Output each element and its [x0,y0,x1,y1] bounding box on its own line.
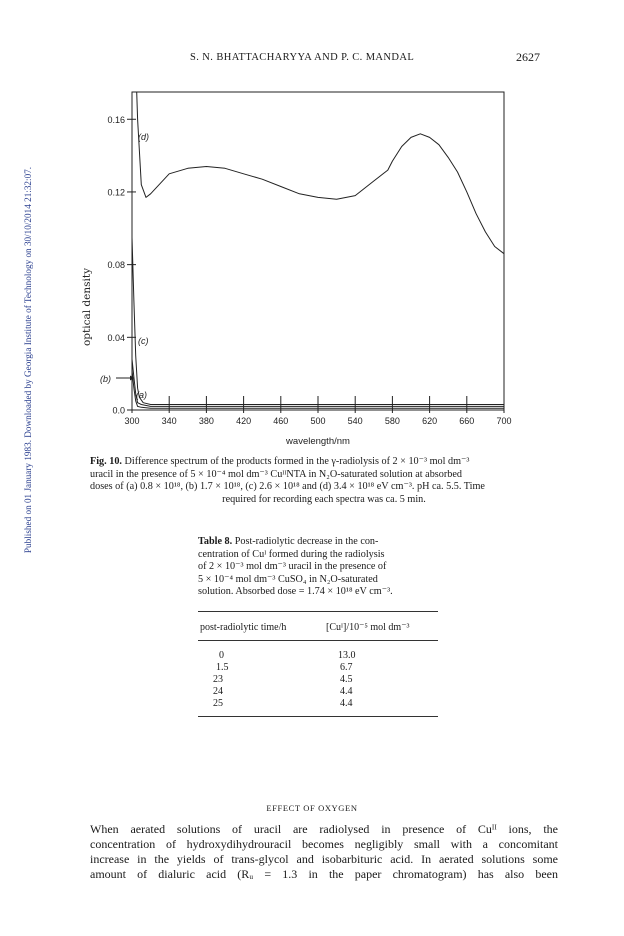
table-top-rule [198,611,438,612]
table-title-line: Post-radiolytic decrease in the con- [234,536,379,547]
x-tick-label: 340 [161,416,177,426]
body-line: amount of dialuric acid (Rᵤ = 1.3 in the paper chromatogram) has also been [90,867,558,881]
x-tick-label: 380 [198,416,214,426]
plot-frame [132,92,504,410]
curve-label-c: (c) [138,336,149,346]
y-tick-label: 0.08 [107,260,125,271]
table-bottom-rule [198,716,438,717]
x-tick-label: 500 [310,416,326,426]
x-tick-label: 660 [459,416,475,426]
curve-label-b: (b) [100,374,111,384]
curve-label-d: (d) [138,132,149,142]
caption-line-4: required for recording each spectra was ca. 5 min. [222,493,426,505]
y-tick-label: 0.04 [107,332,125,343]
spectrum-curves [132,92,504,408]
table-title-line: of 2 × 10⁻³ mol dm⁻³ uracil in the presence of [198,561,387,572]
plot-border [132,92,504,410]
section-heading: EFFECT OF OXYGEN [266,803,358,813]
curve-label-a: (a) [136,390,147,400]
y-tick-label: 0.16 [107,114,125,125]
table-label: Table 8. [198,536,233,547]
series-line-c [132,237,504,404]
x-axis-ticks [124,396,511,426]
table-cell-time: 24 [213,686,223,697]
table-cell-time: 1.5 [216,662,229,673]
x-tick-label: 420 [236,416,252,426]
table-cell-concentration: 4.5 [340,674,353,685]
table-cell-time: 25 [213,698,223,709]
body-paragraph [90,822,558,882]
x-tick-label: 460 [273,416,289,426]
table-title-line: centration of Cuᴵ formed during the radiolysis [198,548,385,560]
caption-line-3: doses of (a) 0.8 × 10¹⁸, (b) 1.7 × 10¹⁸, (c) 2.6 × 10¹⁸ and (d) 3.4 × 10¹⁸ eV cm⁻³. pH ca. 5.5. Time [90,481,485,492]
x-axis-label: wavelength/nm [286,436,350,447]
caption-line-2: uracil in the presence of 5 × 10⁻⁴ mol dm⁻³ CuᴵᴵNTA in N₂O-saturated solution at absorbed [90,468,462,480]
table-header-rule [198,640,438,641]
table-title-line: solution. Absorbed dose = 1.74 × 10¹⁸ eV cm⁻³. [198,586,393,597]
figure-caption [90,456,558,506]
table-cell-concentration: 4.4 [340,686,353,697]
figure-label: Fig. 10. [90,456,122,467]
table-cell-time: 23 [213,674,223,685]
running-header-authors: S. N. BHATTACHARYYA AND P. C. MANDAL [190,52,415,63]
x-tick-label: 300 [124,416,140,426]
table-title-line: 5 × 10⁻⁴ mol dm⁻³ CuSO₄ in N₂O-saturated [198,573,378,585]
body-line: When aerated solutions of uracil are radiolysed in presence of Cuᴵᴵ ions, the [90,822,558,836]
x-tick-label: 700 [496,416,512,426]
figure-10-chart [70,82,520,452]
table-header-concentration: [Cuᴵ]/10⁻⁵ mol dm⁻³ [326,622,410,633]
download-watermark [9,130,33,590]
table-cell-time: 0 [219,650,224,661]
table-cell-concentration: 13.0 [338,650,356,661]
y-tick-label: 0.0 [112,405,125,416]
x-tick-label: 580 [384,416,400,426]
series-line-d [137,92,504,254]
table-title [198,536,434,599]
page-number: 2627 [516,50,540,64]
y-tick-label: 0.12 [107,187,125,198]
y-axis-label: optical density [81,267,93,347]
x-tick-label: 540 [347,416,363,426]
table-cell-concentration: 6.7 [340,662,353,673]
body-line: increase in the yields of trans-glycol and isobarbituric acid. In aerated solutions some [90,852,558,866]
x-tick-label: 620 [422,416,438,426]
download-watermark-text: Published on 01 January 1983. Downloaded by Georgia Institute of Technology on 30/10/2014 21:32:07. [23,166,33,554]
table-header-time: post-radiolytic time/h [200,622,287,633]
table-cell-concentration: 4.4 [340,698,353,709]
body-line: concentration of hydroxydihydrouracil becomes negligibly small with a concomitant [90,837,558,851]
caption-line-1: Difference spectrum of the products formed in the γ-radiolysis of 2 × 10⁻³ mol dm⁻³ [124,456,470,467]
